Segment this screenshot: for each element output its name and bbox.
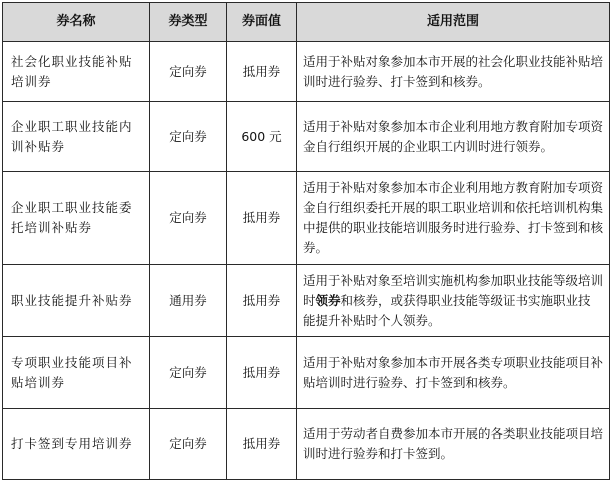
voucher-type-cell: 通用券 [150, 265, 227, 337]
voucher-type-cell: 定向券 [150, 337, 227, 409]
header-voucher-name: 券名称 [3, 3, 150, 42]
table-row [3, 265, 610, 337]
table-row [3, 337, 610, 409]
voucher-table [2, 2, 610, 480]
scope-cell: 适用于劳动者自费参加本市开展的各类职业技能项目培训时进行验券和打卡签到。 [297, 409, 610, 480]
voucher-type-cell: 定向券 [150, 102, 227, 172]
face-value-cell: 抵用券 [227, 409, 297, 480]
face-value-cell: 抵用券 [227, 337, 297, 409]
voucher-name-cell: 企业职工职业技能委托培训补贴券 [3, 172, 150, 265]
voucher-type-cell: 定向券 [150, 409, 227, 480]
header-voucher-type: 券类型 [150, 3, 227, 42]
face-value-cell: 抵用券 [227, 265, 297, 337]
voucher-name-cell: 企业职工职业技能内训补贴券 [3, 102, 150, 172]
scope-cell: 适用于补贴对象参加本市企业利用地方教育附加专项资金自行组织开展的企业职工内训时进行领券。 [297, 102, 610, 172]
voucher-name-cell: 职业技能提升补贴券 [3, 265, 150, 337]
scope-cell [297, 265, 610, 337]
face-value-cell: 抵用券 [227, 172, 297, 265]
face-value-cell: 600 元 [227, 102, 297, 172]
table-row [3, 409, 610, 480]
scope-cell: 适用于补贴对象参加本市开展的社会化职业技能补贴培训时进行验券、打卡签到和核券。 [297, 42, 610, 102]
table-row [3, 102, 610, 172]
table-row [3, 42, 610, 102]
table-header-row [3, 3, 610, 42]
voucher-name-cell: 社会化职业技能补贴培训券 [3, 42, 150, 102]
header-applicable-scope: 适用范围 [297, 3, 610, 42]
header-face-value: 券面值 [227, 3, 297, 42]
scope-cell: 适用于补贴对象参加本市开展各类专项职业技能项目补贴培训时进行验券、打卡签到和核券。 [297, 337, 610, 409]
voucher-type-cell: 定向券 [150, 172, 227, 265]
scope-cell: 适用于补贴对象参加本市企业利用地方教育附加专项资金自行组织委托开展的职工职业培训和依托培训机构集中提供的职业技能培训服务时进行验券、打卡签到和核券。 [297, 172, 610, 265]
scope-emphasis-text: 领券 [315, 292, 341, 308]
voucher-name-cell: 打卡签到专用培训券 [3, 409, 150, 480]
table-row [3, 172, 610, 265]
voucher-name-cell: 专项职业技能项目补贴培训券 [3, 337, 150, 409]
face-value-cell: 抵用券 [227, 42, 297, 102]
scope-text: 和核券，或获得职业技能等级证书实施职业技能提升补贴时个人领券。 [303, 292, 591, 328]
voucher-type-cell: 定向券 [150, 42, 227, 102]
scope-text: 适用于补贴对象至培训实施机构参加职业技能等级培训时 [303, 272, 604, 308]
